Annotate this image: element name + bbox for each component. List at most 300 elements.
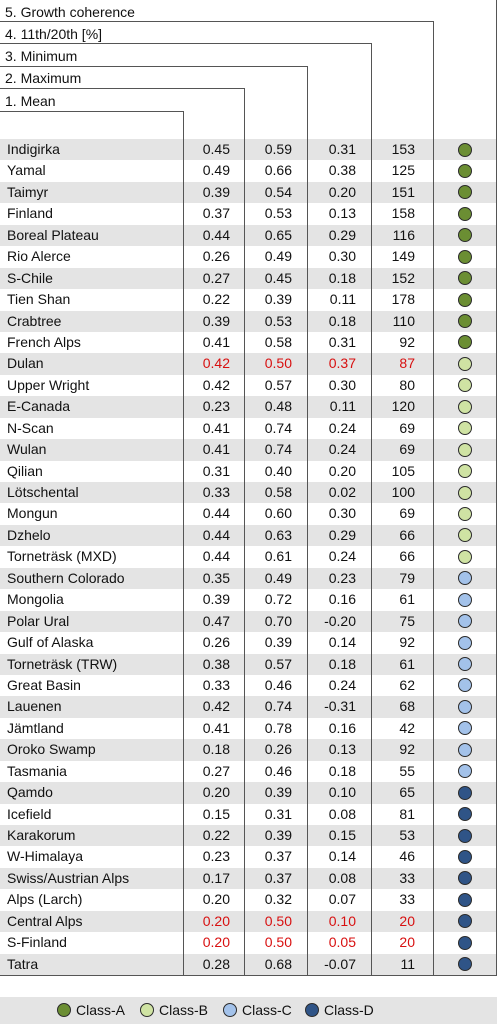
minimum-value: 0.16 xyxy=(328,591,356,608)
table-row xyxy=(0,375,497,396)
ratio-value: 151 xyxy=(391,183,415,200)
ratio-value: 153 xyxy=(391,141,415,157)
maximum-value: 0.46 xyxy=(264,762,292,779)
mean-value: 0.26 xyxy=(202,634,230,651)
minimum-value: 0.02 xyxy=(328,484,356,500)
maximum-value: 0.59 xyxy=(264,141,292,157)
ratio-value: 92 xyxy=(399,634,415,651)
maximum-value: 0.58 xyxy=(264,484,292,500)
header-maximum: 2. Maximum xyxy=(5,70,82,86)
ratio-value: 75 xyxy=(399,612,415,629)
ratio-value: 92 xyxy=(399,741,415,758)
bracket-v-minimum xyxy=(307,66,308,140)
bracket-h-ratio xyxy=(0,43,372,44)
minimum-value: 0.18 xyxy=(328,655,356,672)
site-name: Great Basin xyxy=(7,676,81,693)
site-name: Crabtree xyxy=(7,312,62,329)
maximum-value: 0.58 xyxy=(264,333,292,350)
mean-value: 0.42 xyxy=(202,698,230,715)
maximum-value: 0.39 xyxy=(264,291,292,308)
mean-value: 0.49 xyxy=(202,162,230,179)
class-legend xyxy=(0,997,497,1024)
minimum-value: 0.05 xyxy=(328,934,356,951)
mean-value: 0.31 xyxy=(202,462,230,479)
ratio-value: 120 xyxy=(391,398,415,415)
table-row xyxy=(0,160,497,181)
ratio-value: 53 xyxy=(399,827,415,843)
table-row xyxy=(0,461,497,482)
mean-value: 0.47 xyxy=(202,612,230,629)
site-name: Indigirka xyxy=(7,141,60,157)
maximum-value: 0.50 xyxy=(264,355,292,372)
class-b-dot-icon xyxy=(458,357,472,371)
table-row xyxy=(0,846,497,867)
col-sep-minimum xyxy=(307,139,308,976)
mean-value: 0.42 xyxy=(202,376,230,393)
table-row xyxy=(0,353,497,374)
ratio-value: 178 xyxy=(391,291,415,308)
class-a-dot-icon xyxy=(458,314,472,328)
minimum-value: 0.10 xyxy=(328,784,356,801)
maximum-value: 0.48 xyxy=(264,398,292,415)
ratio-value: 33 xyxy=(399,891,415,908)
mean-value: 0.18 xyxy=(202,741,230,758)
table-row xyxy=(0,311,497,332)
ratio-value: 55 xyxy=(399,762,415,779)
site-name: Polar Ural xyxy=(7,612,70,629)
minimum-value: 0.37 xyxy=(328,355,356,372)
mean-value: 0.39 xyxy=(202,591,230,608)
class-c-dot-icon xyxy=(458,678,472,692)
class-d-dot-icon xyxy=(458,829,472,843)
minimum-value: 0.18 xyxy=(328,269,356,286)
mean-value: 0.20 xyxy=(202,912,230,929)
mean-value: 0.44 xyxy=(202,505,230,522)
legend-label: Class-A xyxy=(76,1002,126,1018)
ratio-value: 42 xyxy=(399,719,415,736)
site-name: Jämtland xyxy=(7,719,64,736)
minimum-value: 0.31 xyxy=(328,333,356,350)
mean-value: 0.45 xyxy=(202,141,230,157)
bracket-v-growth xyxy=(433,21,434,140)
minimum-value: 0.24 xyxy=(328,441,356,458)
mean-value: 0.20 xyxy=(202,784,230,801)
site-name: Rio Alerce xyxy=(7,248,71,265)
maximum-value: 0.68 xyxy=(264,955,292,972)
site-name: Mongolia xyxy=(7,591,64,608)
table-row xyxy=(0,782,497,803)
site-name: Tien Shan xyxy=(7,291,71,308)
minimum-value: 0.30 xyxy=(328,376,356,393)
table-row xyxy=(0,268,497,289)
minimum-value: 0.30 xyxy=(328,505,356,522)
class-c-dot-icon xyxy=(458,636,472,650)
minimum-value: 0.20 xyxy=(328,462,356,479)
minimum-value: -0.20 xyxy=(324,612,356,629)
mean-value: 0.41 xyxy=(202,333,230,350)
minimum-value: 0.24 xyxy=(328,419,356,436)
table-row xyxy=(0,889,497,910)
header-growth-coherence: 5. Growth coherence xyxy=(5,4,135,20)
site-name: Swiss/Austrian Alps xyxy=(7,869,130,886)
maximum-value: 0.57 xyxy=(264,655,292,672)
mean-value: 0.35 xyxy=(202,569,230,586)
site-name: S-Finland xyxy=(7,934,67,951)
table-row xyxy=(0,632,497,653)
class-c-dot-icon xyxy=(458,764,472,778)
maximum-value: 0.39 xyxy=(264,827,292,843)
class-c-dot-icon xyxy=(458,700,472,714)
site-name: Lötschental xyxy=(7,484,79,500)
mean-value: 0.41 xyxy=(202,441,230,458)
mean-value: 0.41 xyxy=(202,719,230,736)
class-a-dot-icon xyxy=(458,143,472,157)
ratio-value: 33 xyxy=(399,869,415,886)
minimum-value: 0.15 xyxy=(328,827,356,843)
table-row xyxy=(0,611,497,632)
bracket-v-ratio xyxy=(371,43,372,140)
ratio-value: 105 xyxy=(391,462,415,479)
class-c-dot-icon xyxy=(458,743,472,757)
site-name: N-Scan xyxy=(7,419,54,436)
class-b-dot-icon xyxy=(458,550,472,564)
site-name: W-Himalaya xyxy=(7,848,83,865)
mean-value: 0.20 xyxy=(202,934,230,951)
maximum-value: 0.61 xyxy=(264,548,292,565)
class-d-dot-icon xyxy=(458,850,472,864)
table-row xyxy=(0,418,497,439)
site-name: Gulf of Alaska xyxy=(7,634,94,651)
mean-value: 0.33 xyxy=(202,676,230,693)
mean-value: 0.17 xyxy=(202,869,230,886)
table-row xyxy=(0,546,497,567)
class-c-dot-icon xyxy=(458,657,472,671)
minimum-value: 0.23 xyxy=(328,569,356,586)
ratio-value: 66 xyxy=(399,548,415,565)
minimum-value: 0.18 xyxy=(328,312,356,329)
table-row xyxy=(0,568,497,589)
table-row xyxy=(0,932,497,953)
mean-value: 0.15 xyxy=(202,805,230,822)
col-sep-mean xyxy=(183,139,184,976)
mean-value: 0.38 xyxy=(202,655,230,672)
mean-value: 0.26 xyxy=(202,248,230,265)
ratio-value: 69 xyxy=(399,441,415,458)
site-name: Finland xyxy=(7,205,53,222)
ratio-value: 81 xyxy=(399,805,415,822)
class-a-dot-icon xyxy=(458,207,472,221)
class-a-dot-icon xyxy=(458,271,472,285)
ratio-value: 66 xyxy=(399,526,415,543)
mean-value: 0.41 xyxy=(202,419,230,436)
site-name: French Alps xyxy=(7,333,81,350)
site-name: Karakorum xyxy=(7,827,76,843)
ratio-value: 69 xyxy=(399,505,415,522)
mean-value: 0.27 xyxy=(202,269,230,286)
mean-value: 0.27 xyxy=(202,762,230,779)
ratio-value: 80 xyxy=(399,376,415,393)
legend-label: Class-B xyxy=(159,1002,209,1018)
site-name: Dzhelo xyxy=(7,526,51,543)
maximum-value: 0.53 xyxy=(264,312,292,329)
table-row xyxy=(0,439,497,460)
maximum-value: 0.74 xyxy=(264,441,292,458)
maximum-value: 0.31 xyxy=(264,805,292,822)
ratio-value: 110 xyxy=(392,312,415,329)
ratio-value: 116 xyxy=(392,226,415,243)
class-d-dot-icon xyxy=(458,936,472,950)
mean-value: 0.28 xyxy=(202,955,230,972)
class-d-dot-icon xyxy=(458,893,472,907)
ratio-value: 158 xyxy=(391,205,415,222)
maximum-value: 0.39 xyxy=(264,784,292,801)
table-row xyxy=(0,696,497,717)
site-name: Boreal Plateau xyxy=(7,226,99,243)
class-d-dot-icon xyxy=(458,786,472,800)
maximum-value: 0.65 xyxy=(264,226,292,243)
table-row xyxy=(0,718,497,739)
ratio-value: 92 xyxy=(399,333,415,350)
maximum-value: 0.63 xyxy=(264,526,292,543)
maximum-value: 0.72 xyxy=(264,591,292,608)
class-a-dot-icon xyxy=(458,250,472,264)
minimum-value: 0.30 xyxy=(328,248,356,265)
class-b-dot-icon xyxy=(458,443,472,457)
mean-value: 0.39 xyxy=(202,312,230,329)
bracket-h-maximum xyxy=(0,88,245,89)
ratio-value: 20 xyxy=(399,912,415,929)
minimum-value: 0.13 xyxy=(328,205,356,222)
table-row xyxy=(0,182,497,203)
minimum-value: 0.11 xyxy=(329,398,356,415)
mean-value: 0.22 xyxy=(202,827,230,843)
site-name: Alps (Larch) xyxy=(7,891,83,908)
class-c-dot-icon xyxy=(458,571,472,585)
class-d-dot-icon xyxy=(458,871,472,885)
ratio-value: 69 xyxy=(399,419,415,436)
minimum-value: -0.07 xyxy=(324,955,356,972)
class-b-dot-icon xyxy=(458,400,472,414)
maximum-value: 0.74 xyxy=(264,419,292,436)
maximum-value: 0.26 xyxy=(264,741,292,758)
site-name: Yamal xyxy=(7,162,46,179)
site-name: Dulan xyxy=(7,355,44,372)
legend-dot-icon xyxy=(223,1003,237,1017)
table-row xyxy=(0,825,497,846)
minimum-value: 0.16 xyxy=(328,719,356,736)
maximum-value: 0.49 xyxy=(264,248,292,265)
column-header-area xyxy=(0,0,497,140)
table-row xyxy=(0,954,497,975)
site-name: Central Alps xyxy=(7,912,83,929)
class-c-dot-icon xyxy=(458,614,472,628)
site-name: Qamdo xyxy=(7,784,53,801)
maximum-value: 0.74 xyxy=(264,698,292,715)
minimum-value: 0.29 xyxy=(328,526,356,543)
minimum-value: 0.29 xyxy=(328,226,356,243)
site-name: Wulan xyxy=(7,441,47,458)
ratio-value: 61 xyxy=(399,655,415,672)
table-row xyxy=(0,332,497,353)
minimum-value: 0.20 xyxy=(328,183,356,200)
mean-value: 0.23 xyxy=(202,398,230,415)
minimum-value: 0.08 xyxy=(328,805,356,822)
maximum-value: 0.53 xyxy=(264,205,292,222)
legend-dot-icon xyxy=(305,1003,319,1017)
minimum-value: 0.10 xyxy=(328,912,356,929)
table-row xyxy=(0,503,497,524)
ratio-value: 125 xyxy=(391,162,415,179)
table-row xyxy=(0,868,497,889)
mean-value: 0.39 xyxy=(202,183,230,200)
ratio-value: 149 xyxy=(391,248,415,265)
site-name: Torneträsk (MXD) xyxy=(7,548,117,565)
maximum-value: 0.70 xyxy=(264,612,292,629)
minimum-value: 0.24 xyxy=(328,548,356,565)
legend-label: Class-D xyxy=(324,1002,374,1018)
maximum-value: 0.78 xyxy=(264,719,292,736)
header-mean: 1. Mean xyxy=(5,93,56,109)
maximum-value: 0.40 xyxy=(264,462,292,479)
table-row xyxy=(0,911,497,932)
table-row xyxy=(0,589,497,610)
bracket-h-minimum xyxy=(0,66,308,67)
col-sep-maximum xyxy=(244,139,245,976)
class-b-dot-icon xyxy=(458,528,472,542)
minimum-value: 0.13 xyxy=(328,741,356,758)
maximum-value: 0.49 xyxy=(264,569,292,586)
mean-value: 0.44 xyxy=(202,526,230,543)
table-row xyxy=(0,654,497,675)
ratio-value: 11 xyxy=(400,955,415,972)
minimum-value: 0.08 xyxy=(328,869,356,886)
minimum-value: -0.31 xyxy=(324,698,356,715)
class-c-dot-icon xyxy=(458,593,472,607)
mean-value: 0.37 xyxy=(202,205,230,222)
bracket-v-mean xyxy=(183,111,184,140)
ratio-value: 152 xyxy=(391,269,415,286)
mean-value: 0.33 xyxy=(202,484,230,500)
table-row xyxy=(0,225,497,246)
class-a-dot-icon xyxy=(458,185,472,199)
col-sep-ratio xyxy=(371,139,372,976)
maximum-value: 0.50 xyxy=(264,934,292,951)
bracket-v-maximum xyxy=(244,88,245,140)
site-name: Taimyr xyxy=(7,183,49,200)
class-b-dot-icon xyxy=(458,421,472,435)
site-name: Oroko Swamp xyxy=(7,741,96,758)
table-row xyxy=(0,761,497,782)
maximum-value: 0.45 xyxy=(264,269,292,286)
class-a-dot-icon xyxy=(458,164,472,178)
ratio-value: 62 xyxy=(399,676,415,693)
minimum-value: 0.14 xyxy=(328,848,356,865)
maximum-value: 0.46 xyxy=(264,676,292,693)
site-name: Southern Colorado xyxy=(7,569,125,586)
minimum-value: 0.14 xyxy=(328,634,356,651)
mean-value: 0.42 xyxy=(202,355,230,372)
ratio-value: 100 xyxy=(391,484,415,500)
site-name: E-Canada xyxy=(7,398,71,415)
maximum-value: 0.66 xyxy=(264,162,292,179)
mean-value: 0.44 xyxy=(202,548,230,565)
maximum-value: 0.32 xyxy=(264,891,292,908)
maximum-value: 0.60 xyxy=(264,505,292,522)
mean-value: 0.20 xyxy=(202,891,230,908)
ratio-value: 68 xyxy=(399,698,415,715)
col-sep-growth xyxy=(433,139,434,976)
site-name: S-Chile xyxy=(7,269,53,286)
bracket-h-growth xyxy=(0,21,434,22)
site-name: Mongun xyxy=(7,505,58,522)
header-ratio-11th-20th: 4. 11th/20th [%] xyxy=(5,26,103,42)
table-row xyxy=(0,804,497,825)
minimum-value: 0.11 xyxy=(329,291,356,308)
class-b-dot-icon xyxy=(458,507,472,521)
mean-value: 0.22 xyxy=(202,291,230,308)
legend-dot-icon xyxy=(140,1003,154,1017)
table-row xyxy=(0,246,497,267)
maximum-value: 0.57 xyxy=(264,376,292,393)
site-name: Qilian xyxy=(7,462,43,479)
site-name: Torneträsk (TRW) xyxy=(7,655,118,672)
table-row xyxy=(0,675,497,696)
table-row xyxy=(0,396,497,417)
mean-value: 0.44 xyxy=(202,226,230,243)
site-name: Icefield xyxy=(7,805,52,822)
class-a-dot-icon xyxy=(458,293,472,307)
maximum-value: 0.37 xyxy=(264,869,292,886)
class-b-dot-icon xyxy=(458,464,472,478)
site-name: Tatra xyxy=(7,955,39,972)
bracket-h-mean xyxy=(0,111,184,112)
minimum-value: 0.07 xyxy=(328,891,356,908)
class-a-dot-icon xyxy=(458,228,472,242)
header-minimum: 3. Minimum xyxy=(5,48,78,64)
class-d-dot-icon xyxy=(458,914,472,928)
ratio-value: 61 xyxy=(399,591,415,608)
legend-label: Class-C xyxy=(242,1002,292,1018)
class-d-dot-icon xyxy=(458,807,472,821)
ratio-value: 46 xyxy=(399,848,415,865)
ratio-value: 65 xyxy=(399,784,415,801)
legend-dot-icon xyxy=(57,1003,71,1017)
table-bottom-rule xyxy=(0,975,497,976)
table-row xyxy=(0,739,497,760)
site-name: Upper Wright xyxy=(7,376,90,393)
class-a-dot-icon xyxy=(458,335,472,349)
class-b-dot-icon xyxy=(458,486,472,500)
table-row xyxy=(0,482,497,503)
table-row xyxy=(0,139,497,160)
table-row xyxy=(0,203,497,224)
ratio-value: 20 xyxy=(399,934,415,951)
minimum-value: 0.18 xyxy=(328,762,356,779)
maximum-value: 0.54 xyxy=(264,183,292,200)
mean-value: 0.23 xyxy=(202,848,230,865)
class-c-dot-icon xyxy=(458,721,472,735)
class-d-dot-icon xyxy=(458,957,472,971)
table-row xyxy=(0,289,497,310)
ratio-value: 79 xyxy=(399,569,415,586)
maximum-value: 0.50 xyxy=(264,912,292,929)
site-name: Tasmania xyxy=(7,762,67,779)
maximum-value: 0.37 xyxy=(264,848,292,865)
site-name: Lauenen xyxy=(7,698,62,715)
maximum-value: 0.39 xyxy=(264,634,292,651)
minimum-value: 0.24 xyxy=(328,676,356,693)
minimum-value: 0.38 xyxy=(328,162,356,179)
